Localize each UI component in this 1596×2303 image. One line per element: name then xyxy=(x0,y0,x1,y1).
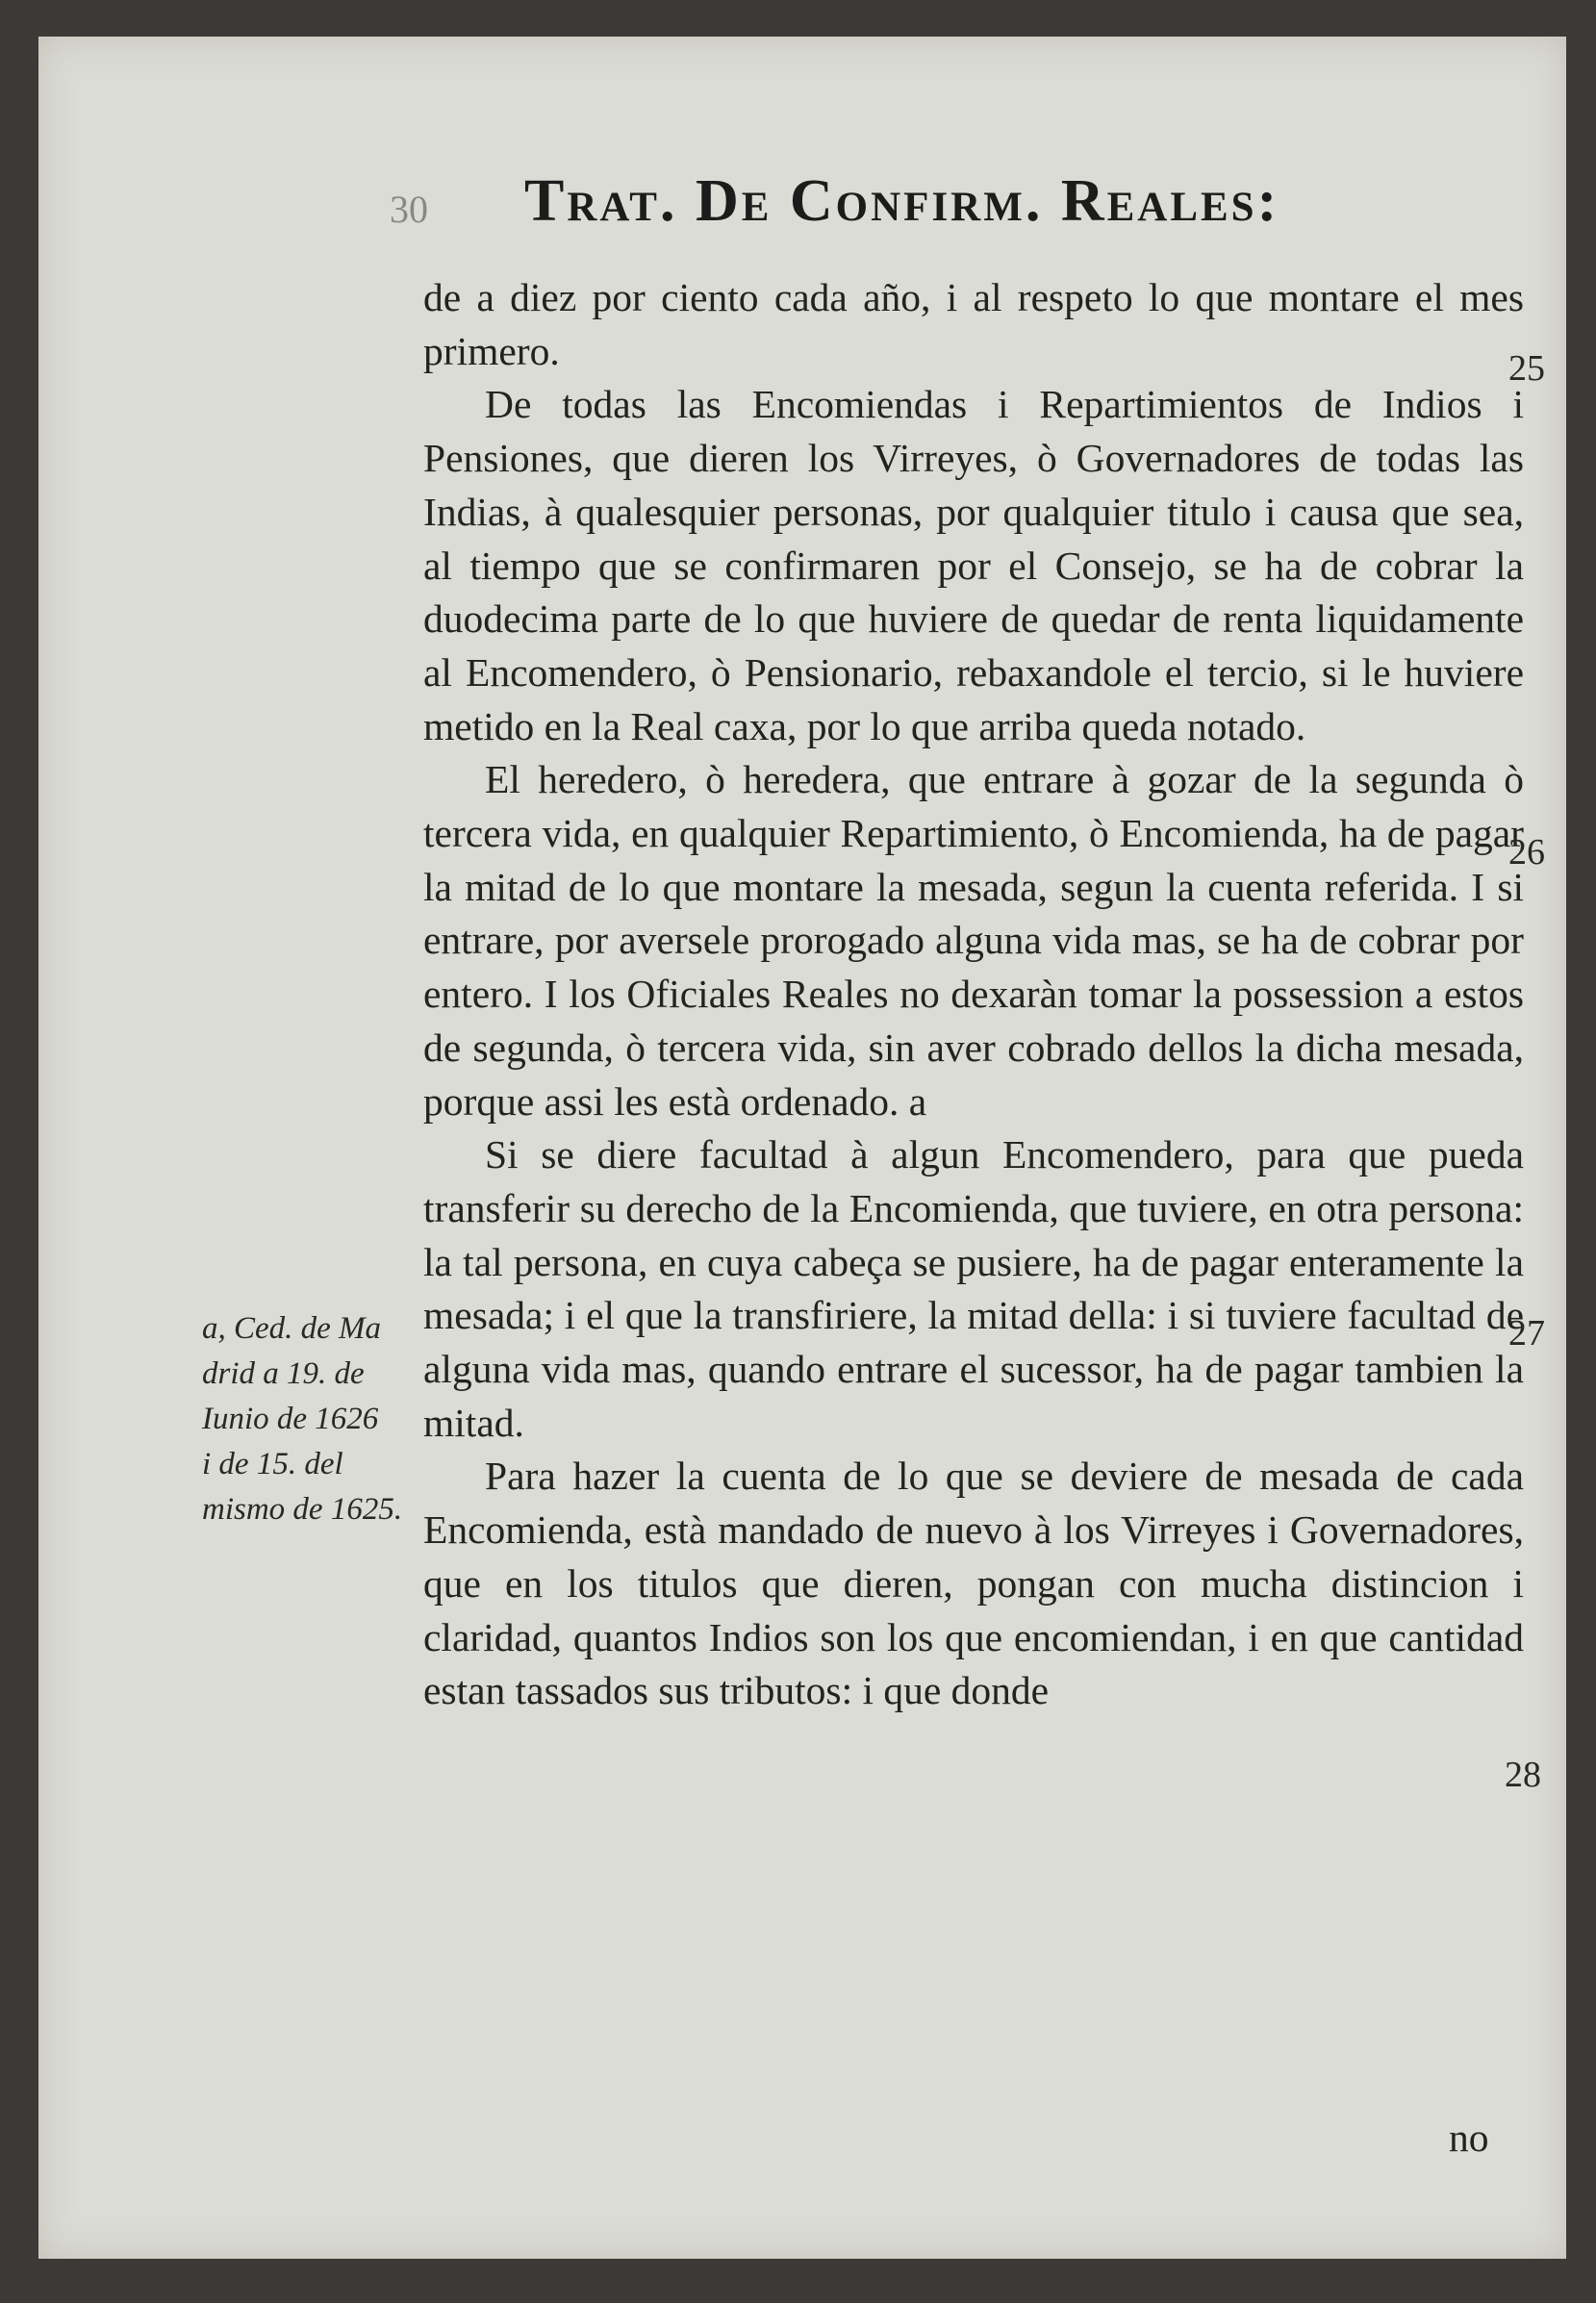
paragraph-28: Para hazer la cuenta de lo que se deviere de mesada de cada Encomienda, està mandado de nuevo à los Virreyes i Governadores, que en los titulos que dieren, pongan con mucha distincion i claridad, quantos Indios son los que encomiendan, i en que cantidad estan tassados sus tributos: i que donde xyxy=(423,1454,1524,1713)
marginal-note-line: i de 15. del xyxy=(202,1447,343,1481)
catchword: no xyxy=(1449,2115,1489,2160)
main-text xyxy=(423,271,1524,1718)
marginal-note-line: a, Ced. de Ma xyxy=(202,1311,382,1346)
marginal-note-line: Iunio de 1626 xyxy=(202,1402,379,1436)
running-head xyxy=(38,148,1566,244)
margin-number-28: 28 xyxy=(1505,1755,1541,1795)
marginal-note xyxy=(202,1306,462,1532)
marginal-note-line: mismo de 1625. xyxy=(202,1492,403,1527)
paragraph-26: El heredero, ò heredera, que entrare à gozar de la segunda ò tercera vida, en qualquier Repartimiento, ò Encomienda, ha de pagar la mitad de lo que montare la mesada, segun la cuenta referida. I si entrare, por aversele prorogado alguna vida mas, se ha de cobrar por entero. I los Oficiales Reales no dexaràn tomar la possession a estos de segunda, ò tercera vida, sin aver cobrado dellos la dicha mesada, porque assi les està ordenado. a xyxy=(423,757,1524,1124)
paragraph-27: Si se diere facultad à algun Encomendero, para que pueda transferir su derecho de la Encomienda, que tuviere, en otra persona: la tal persona, en cuya cabeça se pusiere, ha de pagar enteramente la mesada; i el que la transfiriere, la mitad della: i si tuviere facultad de alguna vida mas, quando entrare el sucessor, ha de pagar tambien la mitad. xyxy=(423,1132,1524,1445)
margin-number-26: 26 xyxy=(1508,832,1545,873)
marginal-note-line: drid a 19. de xyxy=(202,1356,365,1391)
book-page xyxy=(38,37,1566,2259)
paragraph-25: De todas las Encomiendas i Repartimientos de Indios i Pensiones, que dieren los Virreyes, ò Governadores de todas las Indias, à qualesquier personas, por qualquier titulo i causa que sea, al tiempo que se confirmaren por el Consejo, se ha de cobrar la duodecima parte de lo que huviere de quedar de renta liquidamente al Encomendero, ò Pensionario, rebaxandole el tercio, si le huviere metido en la Real caxa, por lo que arriba queda notado. xyxy=(423,382,1524,748)
paragraph-continuation: de a diez por ciento cada año, i al respeto lo que montare el mes primero. xyxy=(423,275,1524,373)
page-number: 30 xyxy=(390,188,428,231)
margin-number-25: 25 xyxy=(1508,348,1545,389)
page-title: Trat. De Confirm. Reales: xyxy=(524,168,1280,234)
margin-number-27: 27 xyxy=(1508,1313,1545,1354)
